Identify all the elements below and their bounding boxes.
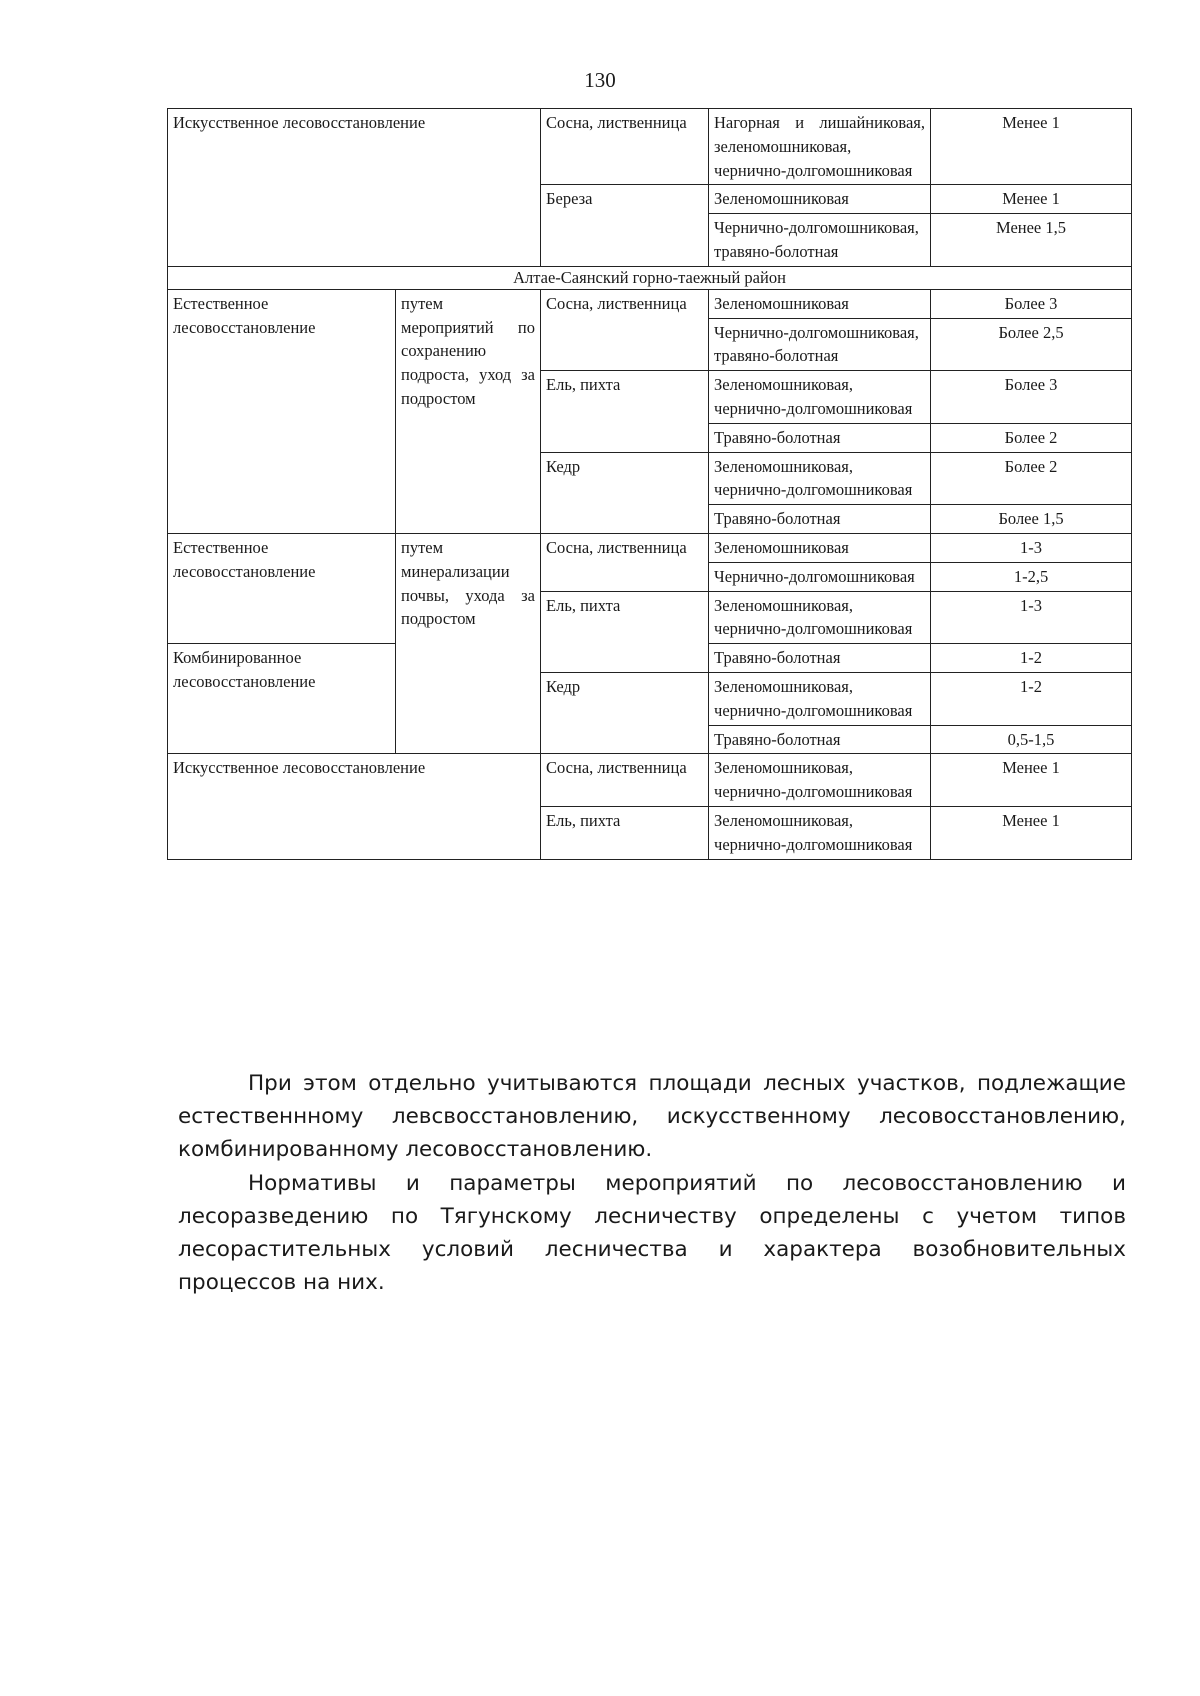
table-cell-forest-type: Зеленомошниковая [709,185,931,214]
table-cell-value: Менее 1 [931,185,1132,214]
page-number: 130 [584,68,616,92]
table-cell-method: Естественное лесовосстановление [168,533,396,643]
table-cell-value: 1-2 [931,672,1132,725]
table-cell-species: Ель, пихта [541,806,709,859]
table-cell-forest-type: Чернично-долгомошниковая, травяно-болотная [709,318,931,371]
table-cell-value: Более 3 [931,289,1132,318]
table-cell-value: Более 2 [931,452,1132,505]
table-row [168,754,1132,807]
table-cell-forest-type: Травяно-болотная [709,423,931,452]
table-cell-method: Искусственное лесовосстановление [168,109,541,267]
table-cell-species: Сосна, лиственница [541,109,709,185]
table-cell-value: 1-3 [931,533,1132,562]
table-cell-value: 1-2,5 [931,562,1132,591]
table-cell-species: Береза [541,185,709,266]
table-cell-species: Ель, пихта [541,371,709,452]
table-cell-forest-type: Зеленомошниковая [709,289,931,318]
table-cell-species: Кедр [541,452,709,533]
table-cell-method: Комбинированное лесовосстановление [168,644,396,754]
table-cell-forest-type: Зеленомошниковая, чернично-долгомошниковая [709,806,931,859]
table-cell-forest-type: Зеленомошниковая, чернично-долгомошниковая [709,452,931,505]
table-cell-species: Сосна, лиственница [541,533,709,591]
table-cell-species: Кедр [541,672,709,753]
table-cell-measure: путем мероприятий по сохранению подроста, уход за подростом [396,289,541,533]
table-cell-forest-type: Чернично-долгомошниковая, травяно-болотная [709,214,931,267]
table-cell-value: 1-3 [931,591,1132,644]
table-cell-forest-type: Зеленомошниковая [709,533,931,562]
table-cell-value: Менее 1 [931,109,1132,185]
table-cell-method: Искусственное лесовосстановление [168,754,541,859]
table-row-region [168,266,1132,289]
region-title: Алтае-Саянский горно-таежный район [168,266,1132,289]
table-row [168,109,1132,185]
table-cell-method: Естественное лесовосстановление [168,289,396,533]
table-cell-forest-type: Нагорная и лишайниковая, зеленомошниковая, чернично-долгомошниковая [709,109,931,185]
table-cell-forest-type: Зеленомошниковая, чернично-долгомошниковая [709,754,931,807]
table-cell-species: Сосна, лиственница [541,289,709,370]
table-cell-forest-type: Зеленомошниковая, чернично-долгомошниковая [709,591,931,644]
table-cell-value: Менее 1 [931,806,1132,859]
table-cell-species: Сосна, лиственница [541,754,709,807]
table-cell-forest-type: Травяно-болотная [709,505,931,534]
table-cell-value: Менее 1,5 [931,214,1132,267]
table-row [168,533,1132,562]
table-cell-value: Более 1,5 [931,505,1132,534]
table-cell-forest-type: Чернично-долгомошниковая [709,562,931,591]
table-cell-forest-type: Травяно-болотная [709,725,931,754]
table-cell-forest-type: Зеленомошниковая, чернично-долгомошниковая [709,371,931,424]
reforestation-table [167,108,1132,860]
table-row [168,289,1132,318]
paragraph-standards: Нормативы и параметры мероприятий по лесовосстановлению и лесоразведению по Тягунскому лесничеству определены с учетом типов лесорастительных условий лесничества и характера возобновительных процессов на них. [178,1171,1126,1295]
table-cell-forest-type: Зеленомошниковая, чернично-долгомошниковая [709,672,931,725]
table-cell-value: 1-2 [931,644,1132,673]
table-cell-value: Более 2,5 [931,318,1132,371]
table-cell-species: Ель, пихта [541,591,709,672]
table-cell-value: Более 3 [931,371,1132,424]
table-cell-value: Более 2 [931,423,1132,452]
paragraph-separate-accounting: При этом отдельно учитываются площади лесных участков, подлежащие естественнному левсвосстановлению, искусственному лесовосстановлению, комбинированному лесовосстановлению. [178,1071,1126,1162]
table-cell-value: 0,5-1,5 [931,725,1132,754]
table-cell-forest-type: Травяно-болотная [709,644,931,673]
table-cell-measure: путем минерализации почвы, ухода за подростом [396,533,541,753]
table-cell-value: Менее 1 [931,754,1132,807]
